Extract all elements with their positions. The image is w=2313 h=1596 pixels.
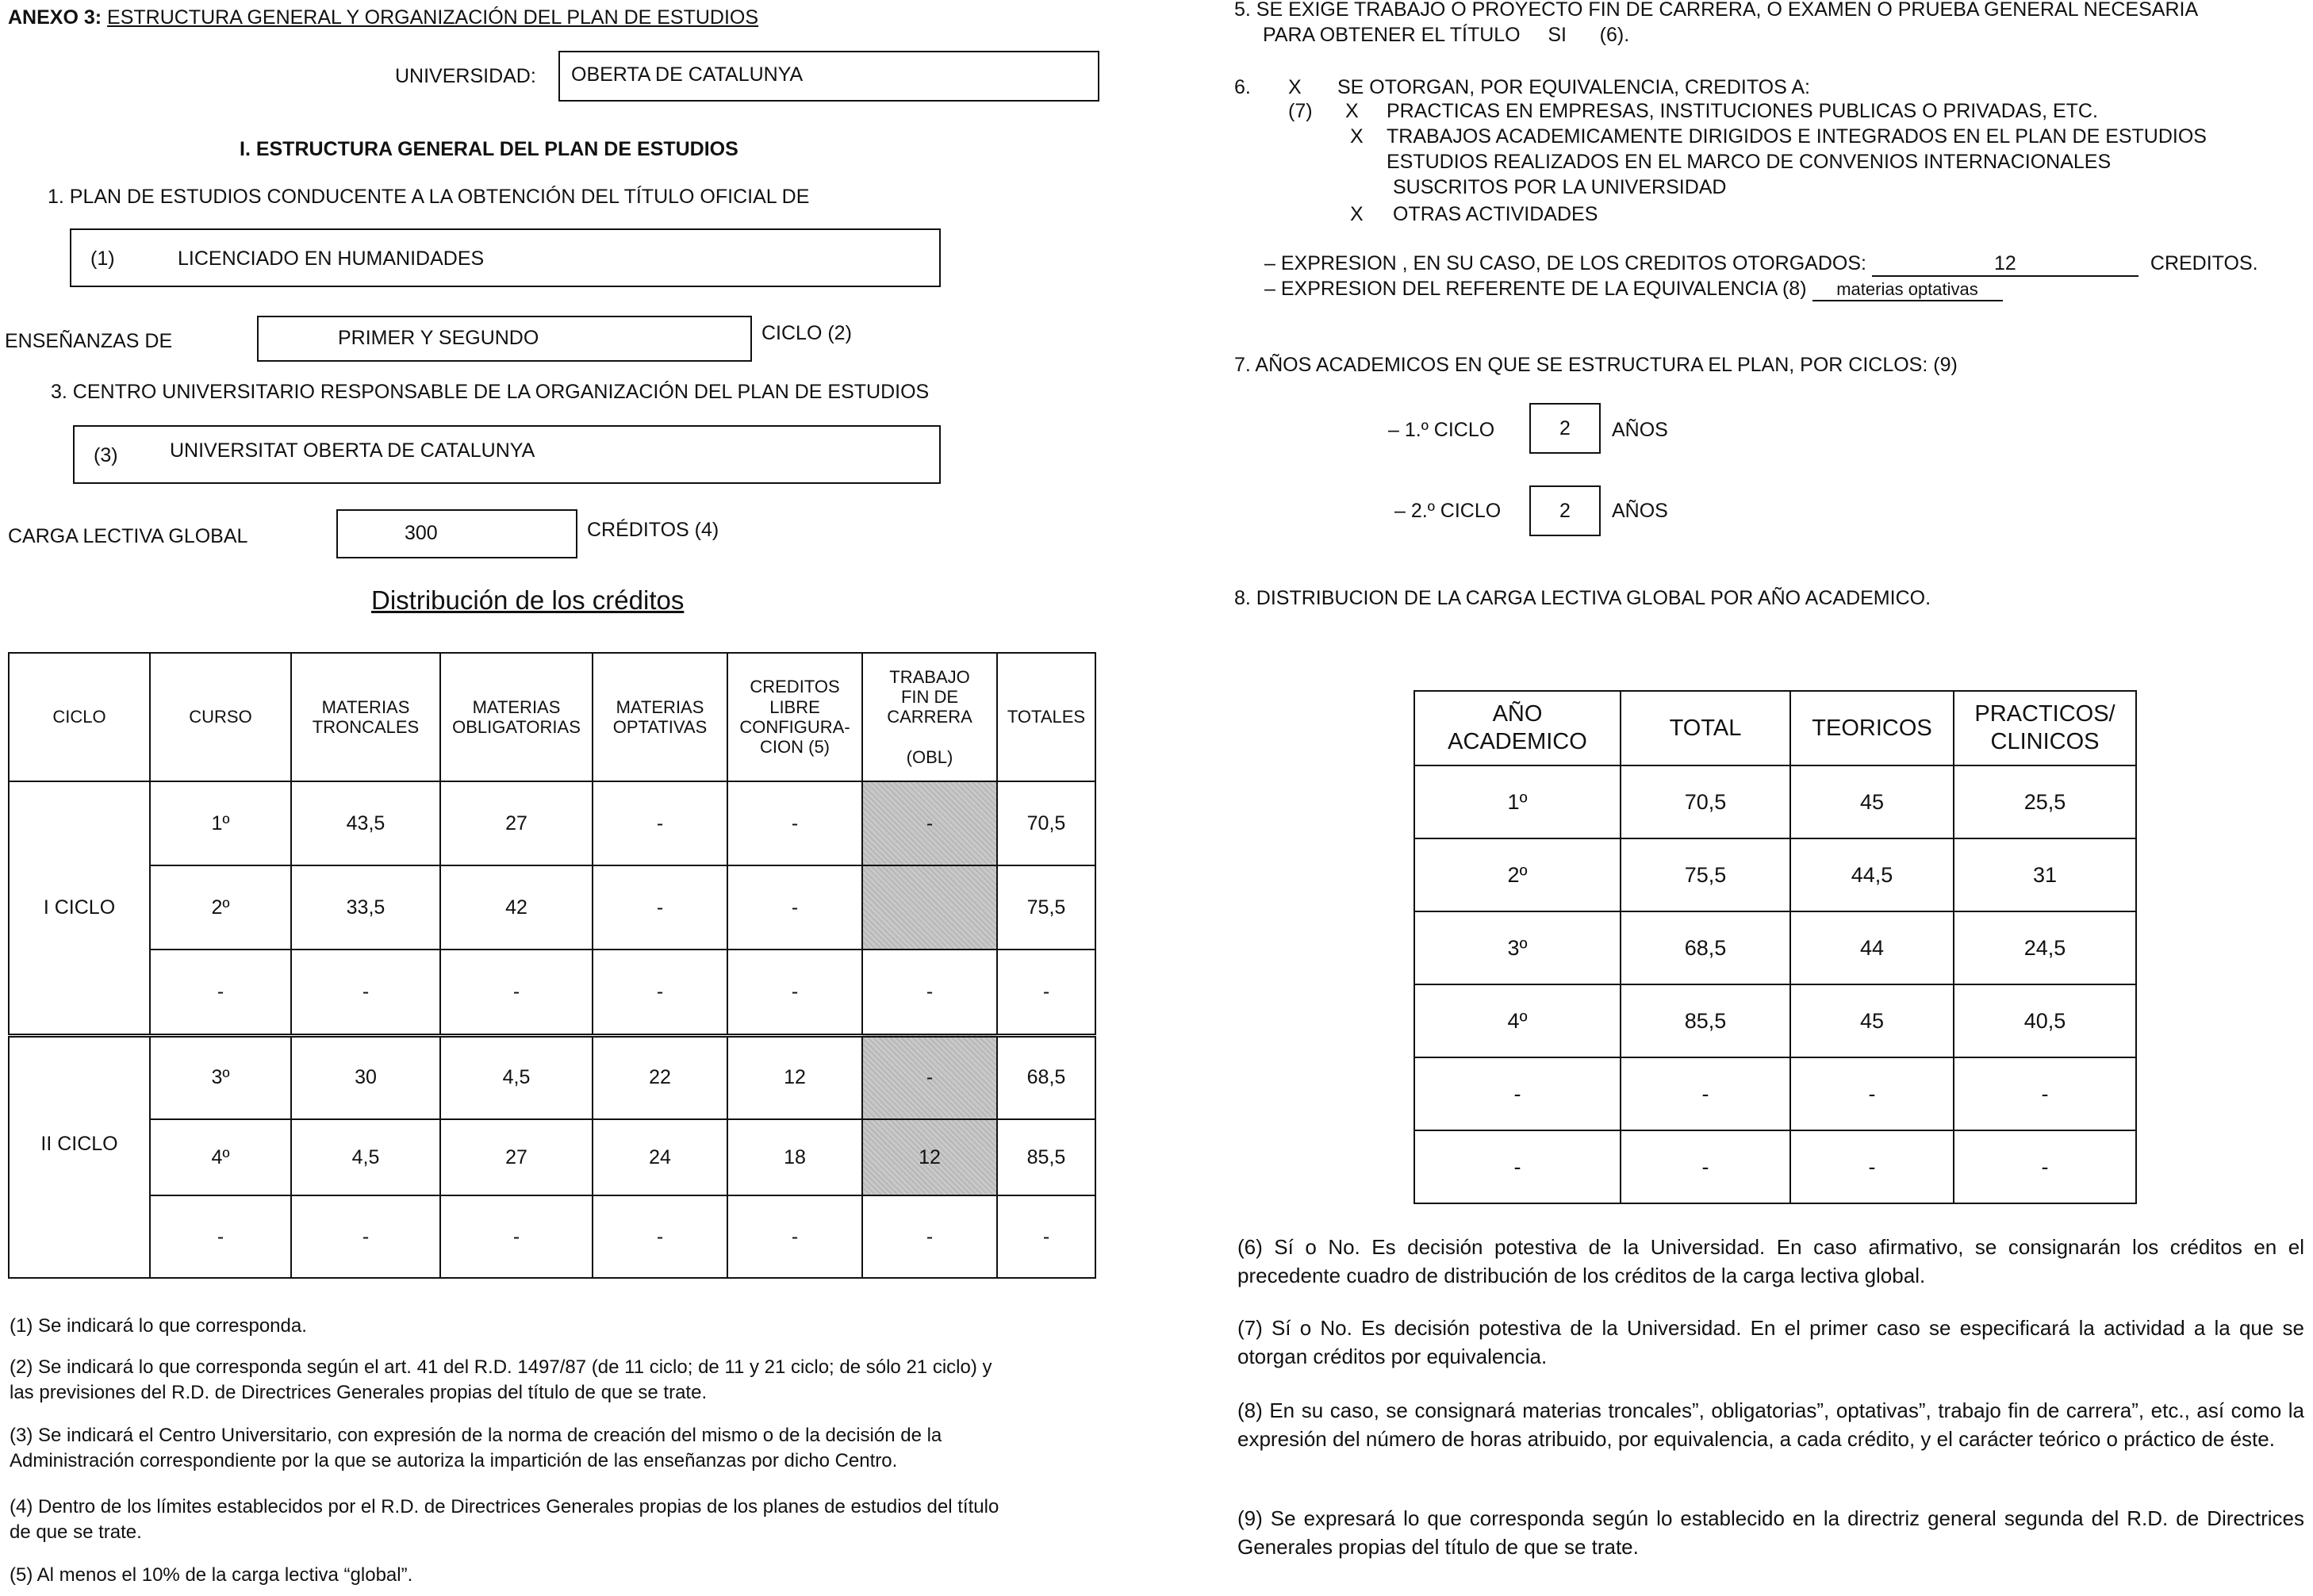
- table-cell: 12: [727, 1035, 862, 1119]
- item6-number: 6.: [1234, 76, 1251, 98]
- item1-label: 1. PLAN DE ESTUDIOS CONDUCENTE A LA OBTENCIÓN DEL TÍTULO OFICIAL DE: [48, 186, 810, 208]
- table-cell: 1º: [150, 781, 291, 865]
- ciclo1-label: – 1.º CICLO: [1388, 419, 1495, 441]
- year-header-row: [1414, 691, 2136, 765]
- expr1-label: – EXPRESION , EN SU CASO, DE LOS CREDITOS OTORGADOS:: [1264, 252, 1866, 274]
- footnote-3: (3) Se indicará el Centro Universitario, con expresión de la norma de creación del mismo o de la decisión de la Administración correspondiente por la que se autoriza la impartición de las enseñanzas por dicho Centro.: [10, 1425, 942, 1472]
- anexo-label: ANEXO 3:: [8, 6, 102, 29]
- footnote-6: (6) Sí o No. Es decisión potestiva de la Universidad. En caso afirmativo, se consignarán los créditos en el precedente cuadro de distribución de los créditos de la carga lectiva global.: [1237, 1235, 2304, 1288]
- table-cell: -: [150, 1195, 291, 1278]
- col-optativas: MATERIAS OPTATIVAS: [593, 653, 727, 781]
- table-cell: 85,5: [997, 1119, 1095, 1195]
- ciclo2-box: [1529, 485, 1601, 536]
- table-cell: 18: [727, 1119, 862, 1195]
- table-row: [1414, 1057, 2136, 1130]
- col-trabajo: TRABAJO FIN DE CARRERA (OBL): [862, 653, 997, 781]
- table-cell: 27: [440, 1119, 593, 1195]
- table-row: [1414, 765, 2136, 838]
- table-cell: 27: [440, 781, 593, 865]
- table-cell: 44,5: [1790, 838, 1954, 911]
- table-cell: -: [727, 781, 862, 865]
- dist-title: Distribución de los créditos: [371, 585, 685, 615]
- item6-x-4: X: [1350, 203, 1364, 225]
- shaded-cell: -: [862, 781, 997, 865]
- table-cell: 70,5: [1621, 765, 1790, 838]
- table-cell: 70,5: [997, 781, 1095, 865]
- footnote-4: (4) Dentro de los límites establecidos por el R.D. de Directrices Generales propias de los planes de estudios del título de que se trate.: [10, 1496, 999, 1544]
- table-cell: -: [1621, 1130, 1790, 1203]
- item7-label: 7. AÑOS ACADEMICOS EN QUE SE ESTRUCTURA EL PLAN, POR CICLOS: (9): [1234, 354, 1958, 376]
- table-cell: -: [291, 950, 440, 1035]
- table-cell: -: [1790, 1130, 1954, 1203]
- table-cell: 30: [291, 1035, 440, 1119]
- footnote-5: (5) Al menos el 10% de la carga lectiva “global”.: [10, 1564, 413, 1586]
- col-troncales: MATERIAS TRONCALES: [291, 653, 440, 781]
- table-cell: 68,5: [1621, 911, 1790, 984]
- expr1-value: 12: [1872, 252, 2138, 277]
- expr1-line: [1264, 252, 2258, 277]
- table-cell: -: [1414, 1057, 1621, 1130]
- table-cell: 4,5: [291, 1119, 440, 1195]
- anexo-heading: [8, 6, 758, 29]
- table-cell: 75,5: [997, 865, 1095, 950]
- table-cell: 4,5: [440, 1035, 593, 1119]
- section-title: I. ESTRUCTURA GENERAL DEL PLAN DE ESTUDIOS: [240, 138, 738, 160]
- table-cell: -: [291, 1195, 440, 1278]
- ciclo1-anos: AÑOS: [1612, 419, 1668, 441]
- universidad-box: [558, 51, 1099, 102]
- col-ciclo: CICLO: [9, 653, 150, 781]
- table-cell: -: [593, 1195, 727, 1278]
- table-cell: -: [727, 865, 862, 950]
- table-cell: 3º: [1414, 911, 1621, 984]
- table-cell: 45: [1790, 984, 1954, 1057]
- footnote-7: (7) Sí o No. Es decisión potestiva de la Universidad. En el primer caso se especificará la actividad a la que se otorgan créditos por equivalencia.: [1237, 1316, 2304, 1369]
- table-cell: -: [440, 1195, 593, 1278]
- ciclo-ii-label: II CICLO: [9, 1035, 150, 1278]
- item3-box: [73, 425, 941, 484]
- table-row: [9, 1195, 1095, 1278]
- item6-opt3a: ESTUDIOS REALIZADOS EN EL MARCO DE CONVENIOS INTERNACIONALES: [1387, 151, 2112, 173]
- item6-title: SE OTORGAN, POR EQUIVALENCIA, CREDITOS A:: [1337, 76, 1810, 98]
- table-cell: 24: [593, 1119, 727, 1195]
- table-cell: 45: [1790, 765, 1954, 838]
- footnote-1: (1) Se indicará lo que corresponda.: [10, 1315, 307, 1337]
- ciclo-suffix: CICLO (2): [761, 322, 852, 344]
- ensenanzas-label: ENSEÑANZAS DE: [5, 330, 173, 352]
- col-libre: CREDITOS LIBRE CONFIGURA- CION (5): [727, 653, 862, 781]
- ensenanzas-value: PRIMER Y SEGUNDO: [338, 327, 539, 349]
- universidad-value: OBERTA DE CATALUNYA: [571, 63, 804, 86]
- table-cell: -: [1414, 1130, 1621, 1203]
- table-cell: -: [727, 950, 862, 1035]
- shaded-cell: -: [862, 1035, 997, 1119]
- table-cell: 2º: [1414, 838, 1621, 911]
- carga-label: CARGA LECTIVA GLOBAL: [8, 525, 248, 547]
- table-cell: 75,5: [1621, 838, 1790, 911]
- table-cell: 43,5: [291, 781, 440, 865]
- dist-header-row: [9, 653, 1095, 781]
- table-row: [9, 781, 1095, 865]
- table-row: [9, 1119, 1095, 1195]
- col-practicos: PRACTICOS/ CLINICOS: [1954, 691, 2136, 765]
- table-row: [1414, 984, 2136, 1057]
- table-row: [1414, 838, 2136, 911]
- shaded-cell: [862, 865, 997, 950]
- item5-line1: 5. SE EXIGE TRABAJO O PROYECTO FIN DE CARRERA, O EXAMEN O PRUEBA GENERAL NECESARIA: [1234, 0, 2199, 21]
- col-total: TOTAL: [1621, 691, 1790, 765]
- item5-line2: PARA OBTENER EL TÍTULO SI (6).: [1263, 24, 1630, 46]
- table-cell: 42: [440, 865, 593, 950]
- table-cell: -: [593, 950, 727, 1035]
- table-row: [9, 1035, 1095, 1119]
- table-row: [9, 865, 1095, 950]
- item6-x-1: X: [1345, 100, 1359, 122]
- item1-ref: (1): [90, 247, 115, 270]
- table-cell: 85,5: [1621, 984, 1790, 1057]
- carga-value: 300: [405, 522, 438, 544]
- item6-opt1: PRACTICAS EN EMPRESAS, INSTITUCIONES PUBLICAS O PRIVADAS, ETC.: [1387, 100, 2098, 122]
- expr2-line: [1264, 278, 2003, 301]
- item1-box: [70, 228, 941, 287]
- table-row: [1414, 911, 2136, 984]
- ciclo2-label: – 2.º CICLO: [1394, 500, 1502, 522]
- table-cell: -: [593, 865, 727, 950]
- table-cell: -: [1954, 1057, 2136, 1130]
- footnote-8: (8) En su caso, se consignará materias troncales”, obligatorias”, optativas”, trabajo fin de carrera”, etc., así como la expresión del número de horas atribuido, por equivalencia, a cada crédito, y el carácter teórico o práctico de éste.: [1237, 1398, 2304, 1452]
- item1-value: LICENCIADO EN HUMANIDADES: [178, 247, 485, 270]
- expr2-label: – EXPRESION DEL REFERENTE DE LA EQUIVALENCIA (8): [1264, 278, 1807, 300]
- item6-opt3b: SUSCRITOS POR LA UNIVERSIDAD: [1393, 176, 1727, 198]
- ciclo2-anos: AÑOS: [1612, 500, 1668, 522]
- item6-ref: (7): [1288, 100, 1313, 122]
- ensenanzas-box: [257, 316, 752, 362]
- table-cell: -: [1954, 1130, 2136, 1203]
- footnote-9: (9) Se expresará lo que corresponda según lo establecido en la directriz general segunda del R.D. de Directrices Generales propias del título de que se trate.: [1237, 1506, 2304, 1560]
- carga-box: [336, 509, 577, 558]
- table-row: [1414, 1130, 2136, 1203]
- table-cell: -: [1790, 1057, 1954, 1130]
- anexo-title: ESTRUCTURA GENERAL Y ORGANIZACIÓN DEL PLAN DE ESTUDIOS: [107, 6, 759, 29]
- table-cell: 4º: [150, 1119, 291, 1195]
- item6-x-title: X: [1288, 76, 1302, 98]
- item6-x-2: X: [1350, 125, 1364, 148]
- col-teoricos: TEORICOS: [1790, 691, 1954, 765]
- table-cell: -: [150, 950, 291, 1035]
- universidad-label: UNIVERSIDAD:: [395, 65, 536, 87]
- col-curso: CURSO: [150, 653, 291, 781]
- table-cell: -: [1621, 1057, 1790, 1130]
- table-cell: 33,5: [291, 865, 440, 950]
- ciclo1-box: [1529, 403, 1601, 454]
- table-row: [9, 950, 1095, 1035]
- expr2-value: materias optativas: [1812, 279, 2003, 301]
- table-cell: -: [997, 1195, 1095, 1278]
- table-cell: 3º: [150, 1035, 291, 1119]
- item6-opt4: OTRAS ACTIVIDADES: [1393, 203, 1598, 225]
- expr1-suffix: CREDITOS.: [2150, 252, 2258, 274]
- table-cell: 44: [1790, 911, 1954, 984]
- item8-label: 8. DISTRIBUCION DE LA CARGA LECTIVA GLOBAL POR AÑO ACADEMICO.: [1234, 587, 1931, 609]
- table-cell: 1º: [1414, 765, 1621, 838]
- shaded-cell: 12: [862, 1119, 997, 1195]
- table-cell: -: [862, 950, 997, 1035]
- item3-ref: (3): [94, 444, 118, 466]
- table-cell: 68,5: [997, 1035, 1095, 1119]
- col-ano: AÑO ACADEMICO: [1414, 691, 1621, 765]
- table-cell: -: [440, 950, 593, 1035]
- carga-suffix: CRÉDITOS (4): [587, 519, 719, 541]
- table-cell: 2º: [150, 865, 291, 950]
- table-cell: 25,5: [1954, 765, 2136, 838]
- table-cell: 40,5: [1954, 984, 2136, 1057]
- item6-opt2: TRABAJOS ACADEMICAMENTE DIRIGIDOS E INTEGRADOS EN EL PLAN DE ESTUDIOS: [1387, 125, 2207, 148]
- item3-label: 3. CENTRO UNIVERSITARIO RESPONSABLE DE LA ORGANIZACIÓN DEL PLAN DE ESTUDIOS: [51, 381, 930, 403]
- year-distribution-table: [1414, 690, 2137, 1204]
- table-cell: 24,5: [1954, 911, 2136, 984]
- ciclo-i-label: I CICLO: [9, 781, 150, 1035]
- table-cell: -: [862, 1195, 997, 1278]
- table-cell: -: [727, 1195, 862, 1278]
- ciclo1-value: 2: [1559, 417, 1571, 439]
- table-cell: 31: [1954, 838, 2136, 911]
- col-obligatorias: MATERIAS OBLIGATORIAS: [440, 653, 593, 781]
- col-totales: TOTALES: [997, 653, 1095, 781]
- table-cell: 22: [593, 1035, 727, 1119]
- table-cell: -: [593, 781, 727, 865]
- ciclo2-value: 2: [1559, 500, 1571, 522]
- item3-value: UNIVERSITAT OBERTA DE CATALUNYA: [170, 439, 535, 462]
- footnote-2: (2) Se indicará lo que corresponda según el art. 41 del R.D. 1497/87 (de 11 ciclo; de 11 y 21 ciclo; de sólo 21 ciclo) y las previsiones del R.D. de Directrices Generales propias del título de que se trate.: [10, 1356, 992, 1404]
- table-cell: 4º: [1414, 984, 1621, 1057]
- table-cell: -: [997, 950, 1095, 1035]
- credit-distribution-table: [8, 652, 1096, 1279]
